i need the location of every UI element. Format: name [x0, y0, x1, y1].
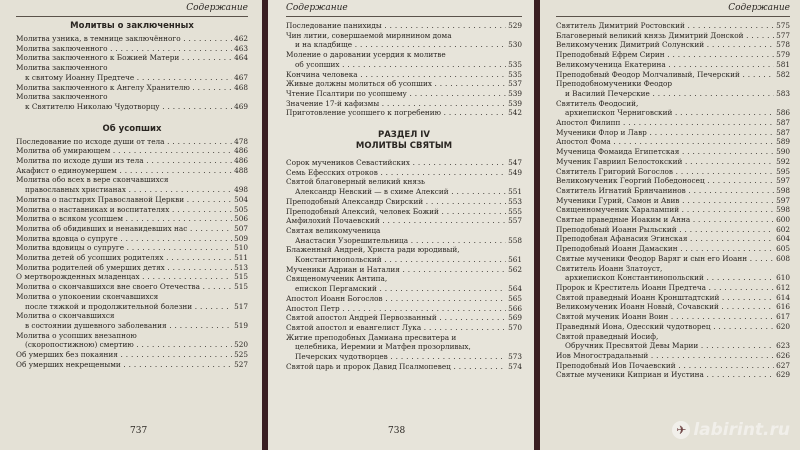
toc-entry — [286, 265, 522, 275]
toc-entry — [556, 147, 790, 157]
toc-list — [556, 21, 790, 380]
toc-entry-page: 582 — [776, 69, 790, 79]
toc-entry — [16, 102, 248, 112]
toc-entry — [556, 176, 790, 186]
page-739 — [540, 0, 800, 450]
toc-entry-page: 595 — [776, 166, 790, 176]
toc-entry-line: Молитва заключенного — [16, 63, 108, 73]
toc-entry-page: 539 — [508, 88, 522, 98]
toc-entry-page: 614 — [776, 292, 790, 302]
watermark — [672, 420, 790, 440]
toc-entry-title: Праведный Иона, Одесский чудотворец . . . — [556, 322, 774, 332]
toc-entry — [556, 40, 790, 50]
toc-entry-page: 517 — [234, 301, 248, 311]
toc-entry-page: 586 — [776, 108, 790, 118]
toc-entry-title: епископ Пергамский . . . — [295, 284, 506, 294]
toc-entry — [16, 224, 248, 234]
toc-entry — [286, 284, 522, 294]
toc-list — [286, 158, 522, 371]
toc-entry — [16, 185, 248, 195]
toc-entry-title: Молитва заключенного к Божией Матери . . . — [16, 53, 232, 63]
toc-entry-title: Святитель Димитрий Ростовский . . . — [556, 21, 774, 31]
toc-entry-title: Апостол Фома . . . — [556, 137, 774, 147]
toc-entry-page: 616 — [776, 302, 790, 312]
toc-entry — [16, 282, 248, 292]
toc-entry-title: Приготовление усопшего к погребению . . . — [286, 108, 506, 118]
toc-entry-title: Семь Ефесских отроков . . . — [286, 168, 506, 178]
toc-entry-title: Обручник Пресвятой Девы Марии . . . — [565, 341, 774, 351]
toc-entry — [286, 362, 522, 372]
toc-entry — [286, 323, 522, 333]
toc-entry-page: 602 — [776, 224, 790, 234]
toc-entry-title: Преподобный Александр Свирский . . . — [286, 197, 506, 207]
toc-entry-title: об усопших . . . — [295, 60, 506, 70]
toc-entry — [556, 118, 790, 128]
toc-entry-title: Благоверный великий князь Димитрий Донской . . . — [556, 31, 774, 41]
toc-entry — [16, 195, 248, 205]
toc-entry — [16, 166, 248, 176]
toc-entry-title: Преподобный Иов Почаевский . . . — [556, 361, 774, 371]
toc-entry-page: 558 — [508, 235, 522, 245]
toc-entry-page: 462 — [234, 34, 248, 43]
toc-entry-title: Апостол Петр . . . — [286, 304, 506, 314]
toc-entry-title: Святой апостол и евангелист Лука . . . — [286, 323, 506, 333]
toc-entry — [16, 253, 248, 263]
toc-entry-line: Блаженный Андрей, Христа ради юродивый, — [286, 245, 460, 255]
watermark-text: labirint.ru — [693, 420, 790, 440]
toc-entry-title: Святой мученик Иоанн Воин . . . — [556, 312, 774, 322]
toc-entry-page: 620 — [776, 321, 790, 331]
toc-entry — [16, 146, 248, 156]
toc-entry-page: 597 — [776, 195, 790, 205]
toc-entry — [286, 99, 522, 109]
toc-entry-page: 598 — [776, 205, 790, 215]
toc-entry-page: 573 — [508, 352, 522, 362]
toc-entry-title: Печерских чудотворцев . . . — [295, 352, 506, 362]
toc-entry-title: Значение 17-й кафизмы . . . — [286, 99, 506, 109]
toc-entry-page: 535 — [508, 59, 522, 69]
running-header: Содержание — [556, 2, 790, 17]
toc-entry-title: Мученик Гавриил Белостокский . . . — [556, 157, 774, 167]
toc-entry — [556, 215, 790, 225]
toc-entry-title: после тяжкой и продолжительной болезни . . . — [25, 302, 232, 312]
toc-entry-page: 555 — [508, 206, 522, 216]
toc-entry-page: 498 — [234, 185, 248, 195]
toc-entry-title: Иов Многострадальный . . . — [556, 351, 774, 361]
toc-entry — [16, 205, 248, 215]
toc-entry — [286, 158, 522, 168]
toc-entry-title: Великомученица Екатерина . . . — [556, 60, 774, 70]
toc-entry-title: Апостол Иоанн Богослов . . . — [286, 294, 506, 304]
toc-entry-page: 504 — [234, 194, 248, 204]
toc-entry-page: 590 — [776, 147, 790, 157]
page-738 — [268, 0, 534, 450]
toc-entry — [556, 157, 790, 167]
toc-entry — [286, 168, 522, 178]
toc-entry — [286, 60, 522, 70]
toc-entry-page: 469 — [234, 101, 248, 111]
toc-entry-title: Молитва вдовицы о супруге . . . — [16, 243, 232, 253]
toc-entry-title: Святой апостол Андрей Первозванный . . . — [286, 313, 506, 323]
toc-entry-page: 515 — [234, 282, 248, 292]
toc-entry — [16, 350, 248, 360]
toc-entry-line: Молитва заключенного — [16, 92, 108, 102]
toc-entry — [556, 31, 790, 41]
toc-list — [16, 137, 248, 370]
toc-entry-title: Апостол Филипп . . . — [556, 118, 774, 128]
toc-entry-title: Святые мученики Киприан и Иустина . . . — [556, 370, 774, 380]
toc-entry — [556, 370, 790, 380]
toc-entry-page: 589 — [776, 137, 790, 147]
toc-entry-page: 535 — [508, 69, 522, 79]
toc-entry-title: Преподобный Феодор Молчаливый, Печерский . . . — [556, 70, 774, 80]
toc-entry-page: 553 — [508, 196, 522, 206]
toc-entry-title: Молитва об умирающем . . . — [16, 146, 232, 156]
toc-entry-page: 617 — [776, 312, 790, 322]
toc-entry-title: Молитва заключенного . . . — [16, 44, 232, 54]
toc-entry — [16, 302, 248, 312]
toc-entry — [556, 128, 790, 138]
toc-entry-title: Мученики Флор и Лавр . . . — [556, 128, 774, 138]
toc-entry — [556, 167, 790, 177]
toc-entry-title: архиепископ Черниговский . . . — [565, 108, 774, 118]
toc-entry — [286, 108, 522, 118]
toc-entry — [286, 236, 522, 246]
toc-entry-page: 587 — [776, 118, 790, 128]
toc-entry-page: 562 — [508, 264, 522, 274]
toc-entry — [286, 313, 522, 323]
toc-entry-title: Сорок мучеников Севастийских . . . — [286, 158, 506, 168]
toc-entry-page: 627 — [776, 360, 790, 370]
toc-entry — [286, 187, 522, 197]
toc-entry-page: 583 — [776, 88, 790, 98]
toc-entry — [556, 225, 790, 235]
toc-entry-line: Молитва о усопших внезапною — [16, 330, 137, 340]
toc-entry — [286, 197, 522, 207]
toc-entry-page: 566 — [508, 303, 522, 313]
toc-entry-title: архиепископ Константинопольский . . . — [565, 273, 774, 283]
toc-entry — [556, 186, 790, 196]
toc-entry-page: 515 — [234, 272, 248, 282]
toc-entry-page: 629 — [776, 370, 790, 380]
toc-entry-page: 506 — [234, 214, 248, 224]
toc-entry-title: Кончина человека . . . — [286, 70, 506, 80]
toc-entry-line: Святой праведный Иосиф, — [556, 331, 659, 341]
toc-entry — [556, 254, 790, 264]
toc-entry — [556, 205, 790, 215]
toc-entry-title: Пророк и Креститель Иоанн Предтеча . . . — [556, 283, 774, 293]
toc-entry — [556, 302, 790, 312]
toc-entry-page: 587 — [776, 127, 790, 137]
toc-entry-title: Мученица Фомаида Египетская . . . — [556, 147, 774, 157]
part-title: РАЗДЕЛ IV — [378, 130, 430, 141]
toc-entry-line: Святой благоверный великий князь — [286, 177, 425, 187]
toc-entry-page: 537 — [508, 79, 522, 89]
toc-entry-title: Чтение Псалтири по усопшему . . . — [286, 89, 506, 99]
toc-entry-title: Анастасия Узорешительница . . . — [295, 236, 506, 246]
toc-entry-page: 605 — [776, 244, 790, 254]
toc-entry-page: 510 — [234, 243, 248, 253]
toc-entry — [556, 361, 790, 371]
toc-entry-page: 592 — [776, 156, 790, 166]
toc-entry-page: 557 — [508, 216, 522, 226]
toc-entry-title: Святой праведный Иоанн Кронштадтский . . . — [556, 293, 774, 303]
toc-entry-title: Преподобная Афанасия Эгинская . . . — [556, 234, 774, 244]
toc-entry-page: 600 — [776, 215, 790, 225]
toc-entry-title: Последование по исходе души от тела . . . — [16, 137, 232, 147]
labirint-logo-icon: ✈ — [672, 421, 690, 439]
toc-entry — [286, 352, 522, 362]
toc-entry-title: Об умерших без покаяния . . . — [16, 350, 232, 360]
toc-entry — [556, 273, 790, 283]
toc-entry-page: 467 — [234, 72, 248, 82]
page-number: 738 — [388, 426, 406, 436]
toc-entry — [16, 272, 248, 282]
toc-entry-line: Преподобномученики Феодор — [556, 79, 673, 89]
toc-entry-title: Молитва о пастырях Православной Церкви . . . — [16, 195, 232, 205]
toc-entry — [556, 322, 790, 332]
toc-entry-title: Святые праведные Иоаким и Анна . . . — [556, 215, 774, 225]
toc-entry-page: 577 — [776, 30, 790, 40]
toc-entry-page: 612 — [776, 282, 790, 292]
toc-entry — [16, 360, 248, 370]
toc-entry-page: 505 — [234, 204, 248, 214]
toc-entry-title: Об умерших некрещеными . . . — [16, 360, 232, 370]
toc-entry — [556, 341, 790, 351]
toc-entry — [16, 44, 248, 54]
toc-entry-title: (скоропостижною) смертию . . . — [25, 340, 232, 350]
toc-entry-title: и на кладбище . . . — [295, 40, 506, 50]
toc-entry-title: Молитва детей об усопших родителях . . . — [16, 253, 232, 263]
toc-entry-title: православных христианах . . . — [25, 185, 232, 195]
toc-entry — [16, 263, 248, 273]
toc-entry — [286, 216, 522, 226]
toc-entry — [286, 89, 522, 99]
toc-entry-title: Мученики Адриан и Наталия . . . — [286, 265, 506, 275]
toc-entry — [556, 21, 790, 31]
toc-entry-page: 608 — [776, 253, 790, 263]
toc-entry — [556, 137, 790, 147]
toc-entry — [286, 70, 522, 80]
page-737 — [0, 0, 262, 450]
toc-entry-page: 486 — [234, 156, 248, 166]
toc-entry — [16, 34, 248, 44]
section-title: Об усопших — [102, 123, 162, 134]
toc-entry-line: Молитва о упокоении скончавшихся — [16, 291, 159, 301]
toc-entry-page: 610 — [776, 273, 790, 283]
toc-entry — [286, 294, 522, 304]
toc-entry-title: Константинопольский . . . — [295, 255, 506, 265]
toc-entry-title: Священномученик Харалампий . . . — [556, 205, 774, 215]
toc-entry-page: 581 — [776, 59, 790, 69]
toc-entry-title: Молитва родителей об умерших детях . . . — [16, 263, 232, 273]
toc-entry — [556, 234, 790, 244]
toc-entry-title: Преподобный Иоанн Дамаскин . . . — [556, 244, 774, 254]
toc-entry-title: Молитва по исходе души из тела . . . — [16, 156, 232, 166]
toc-entry-page: 579 — [776, 50, 790, 60]
toc-entry-line: Святая великомученица — [286, 225, 381, 235]
toc-entry — [556, 283, 790, 293]
toc-entry-line: Молитва о скончавшихся — [16, 311, 115, 321]
toc-entry — [556, 89, 790, 99]
toc-entry-title: Молитва об обидивших и ненавидевших нас . . . — [16, 224, 232, 234]
toc-entry-page: 597 — [776, 176, 790, 186]
toc-entry-page: 488 — [234, 165, 248, 175]
section-title: Молитвы о заключенных — [70, 21, 194, 31]
toc-entry — [286, 40, 522, 50]
toc-entry — [556, 312, 790, 322]
toc-entry-title: Великомученик Димитрий Солунский . . . — [556, 40, 774, 50]
toc-entry-title: Молитва о наставниках и воспитателях . . . — [16, 205, 232, 215]
toc-list — [16, 34, 248, 112]
toc-entry-line: Житие преподобных Дамиана пресвитера и — [286, 332, 457, 342]
toc-entry — [16, 214, 248, 224]
toc-entry-title: Александр Невский — в схиме Алексий . . . — [295, 187, 506, 197]
toc-entry-title: Молитва узника, в темнице заключённого . . . — [16, 34, 232, 44]
toc-entry-page: 511 — [234, 253, 248, 263]
toc-entry — [556, 50, 790, 60]
toc-entry-page: 513 — [234, 262, 248, 272]
part-subtitle: МОЛИТВЫ СВЯТЫМ — [355, 141, 453, 152]
toc-entry-title: Преподобный Иоанн Рыльский . . . — [556, 225, 774, 235]
toc-entry-title: Акафист о единоумершем . . . — [16, 166, 232, 176]
toc-entry-page: 468 — [234, 82, 248, 92]
toc-entry — [16, 321, 248, 331]
toc-entry-page: 578 — [776, 40, 790, 50]
toc-entry-line: Моление о даровании усердия к молитве — [286, 50, 446, 60]
toc-entry-page: 507 — [234, 223, 248, 233]
toc-entry — [16, 243, 248, 253]
running-header: Содержание — [286, 2, 522, 17]
toc-entry-title: Преподобный Алексий, человек Божий . . . — [286, 207, 506, 217]
toc-entry-page: 575 — [776, 21, 790, 30]
toc-entry-title: Великомученик Георгий Победоносец . . . — [556, 176, 774, 186]
toc-entry — [16, 83, 248, 93]
running-header: Содержание — [16, 2, 248, 17]
toc-entry-page: 527 — [234, 359, 248, 369]
toc-entry — [556, 351, 790, 361]
toc-entry-page: 539 — [508, 98, 522, 108]
toc-entry-page: 574 — [508, 361, 522, 371]
toc-entry-line: Святитель Иоанн Златоуст, — [556, 263, 663, 273]
toc-entry — [556, 108, 790, 118]
toc-entry-title: Молитва заключенного к Ангелу Хранителю . . . — [16, 83, 232, 93]
toc-entry-page: 565 — [508, 293, 522, 303]
toc-entry-title: О мертворожденных младенцах . . . — [16, 272, 232, 282]
toc-entry — [556, 196, 790, 206]
toc-entry-title: Преподобный Ефрем Сирин . . . — [556, 50, 774, 60]
toc-entry-page: 463 — [234, 43, 248, 53]
toc-entry-page: 569 — [508, 313, 522, 323]
page-number: 737 — [130, 426, 148, 436]
toc-entry — [16, 234, 248, 244]
toc-entry — [16, 53, 248, 63]
toc-entry-page: 570 — [508, 322, 522, 332]
toc-entry — [286, 21, 522, 31]
toc-entry-page: 561 — [508, 255, 522, 265]
toc-entry-title: Святитель Игнатий Брянчанинов . . . — [556, 186, 774, 196]
toc-entry-page: 547 — [508, 158, 522, 168]
toc-entry-title: в состоянии душевного заболевания . . . — [25, 321, 232, 331]
toc-entry-line: Чин литии, совершаемой мирянином дома — [286, 30, 452, 40]
toc-entry-page: 551 — [508, 187, 522, 197]
toc-entry-line: Святитель Феодосий, — [556, 98, 639, 108]
toc-entry-page: 598 — [776, 185, 790, 195]
toc-entry — [286, 79, 522, 89]
toc-entry — [556, 70, 790, 80]
toc-entry-line: Молитва обо всех в вере скончавшихся — [16, 175, 169, 185]
toc-entry-page: 525 — [234, 350, 248, 360]
toc-entry-page: 509 — [234, 233, 248, 243]
toc-entry — [16, 340, 248, 350]
toc-entry-page: 486 — [234, 146, 248, 156]
toc-entry-title: Святой царь и пророк Давид Псалмопевец . . . — [286, 362, 506, 372]
toc-entry-title: Молитва о всяком усопшем . . . — [16, 214, 232, 224]
toc-entry-line: Священомученик Антипа, — [286, 274, 388, 284]
toc-entry-page: 519 — [234, 320, 248, 330]
toc-entry-page: 623 — [776, 341, 790, 351]
toc-entry — [16, 73, 248, 83]
toc-entry — [556, 293, 790, 303]
toc-entry-page: 520 — [234, 340, 248, 350]
toc-entry — [286, 255, 522, 265]
toc-entry-line: целебника, Иеремии и Матфея прозорливых, — [295, 342, 471, 352]
toc-entry — [286, 304, 522, 314]
toc-entry-page: 464 — [234, 53, 248, 63]
toc-entry-title: Мученики Гурий, Самон и Авив . . . — [556, 196, 774, 206]
toc-entry-title: Молитва вдовца о супруге . . . — [16, 234, 232, 244]
toc-entry-page: 549 — [508, 167, 522, 177]
toc-entry-title: Святитель Григорий Богослов . . . — [556, 167, 774, 177]
toc-entry — [556, 244, 790, 254]
toc-entry-page: 604 — [776, 234, 790, 244]
toc-entry — [16, 156, 248, 166]
toc-entry-title: и Василий Печерские . . . — [565, 89, 774, 99]
toc-entry — [16, 137, 248, 147]
toc-entry-title: Великомученик Иоанн Новый, Сочавский . . . — [556, 302, 774, 312]
toc-entry-title: Молитва о скончавшихся вне своего Отечества . . . — [16, 282, 232, 292]
toc-entry-page: 530 — [508, 40, 522, 50]
toc-entry-title: к Святителю Николаю Чудотворцу . . . — [25, 102, 232, 112]
toc-entry-title: к святому Иоанну Предтече . . . — [25, 73, 232, 83]
toc-entry-page: 564 — [508, 284, 522, 294]
toc-entry-page: 478 — [234, 136, 248, 146]
toc-entry — [556, 60, 790, 70]
toc-list — [286, 21, 522, 118]
toc-entry — [286, 207, 522, 217]
toc-entry-title: Амфилохий Почаевский . . . — [286, 216, 506, 226]
toc-entry-title: Святые мученики Феодор Варяг и сын его Иоанн . . . — [556, 254, 774, 264]
toc-entry-title: Последование панихиды . . . — [286, 21, 506, 31]
toc-entry-page: 626 — [776, 350, 790, 360]
toc-entry-page: 542 — [508, 108, 522, 118]
toc-entry-page: 529 — [508, 21, 522, 30]
toc-entry-title: Живые должны молиться об усопших . . . — [286, 79, 506, 89]
